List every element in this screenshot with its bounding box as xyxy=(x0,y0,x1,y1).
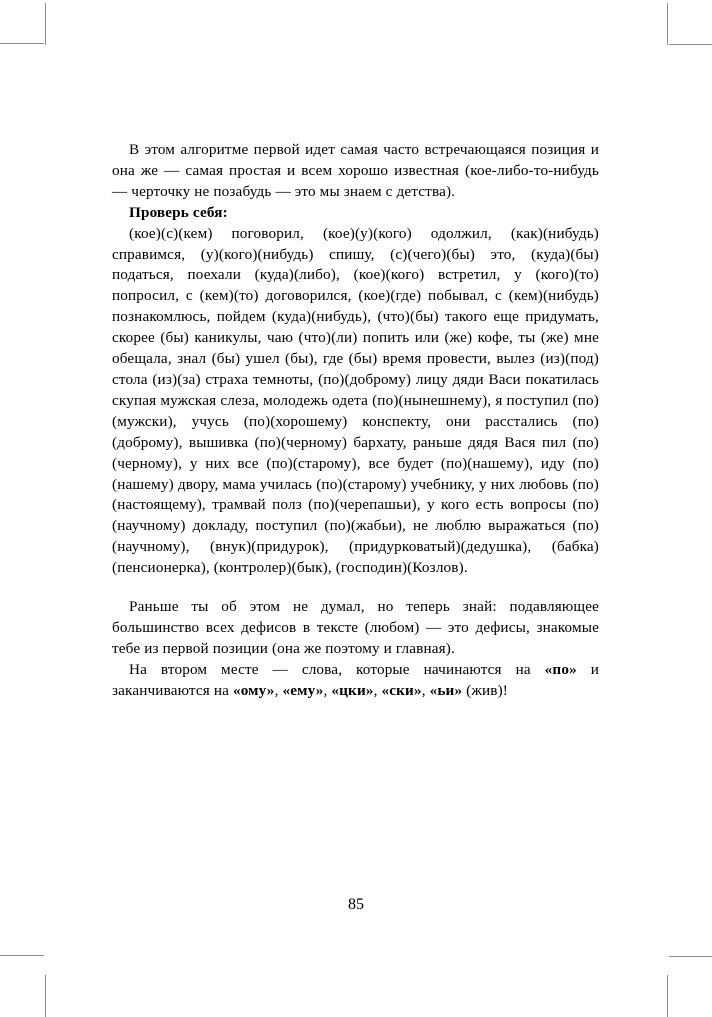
crop-mark-top-left-vertical xyxy=(45,3,46,45)
second-position-prefix: «по» xyxy=(544,660,577,678)
heading-check-yourself: Проверь себя: xyxy=(129,203,228,221)
second-position-tail: (жив)! xyxy=(462,681,509,699)
second-position-suffix: «ому» xyxy=(232,681,275,699)
second-position-suffix-list: «ому», «ему», «цки», «ски», «ьи» xyxy=(232,681,463,699)
paragraph-summary: Раньше ты об этом не думал, но теперь знай: подавляющее большинство всех дефисов в тексте (любом) — это дефисы, знакомые тебе из первой позиции (она же поэтому и главная). xyxy=(112,598,599,657)
crop-mark-bottom-right-horizontal xyxy=(669,956,712,957)
second-position-suffix: «ьи» xyxy=(429,681,463,699)
crop-mark-top-right-vertical xyxy=(667,3,668,45)
crop-mark-top-left-horizontal xyxy=(0,43,44,44)
paragraph-intro: В этом алгоритме первой идет самая часто встречающаяся позиция и она же — самая простая и всем хорошо известная (кое-либо-то-нибудь — черточку не позабудь — это мы знаем с детства). xyxy=(112,141,599,200)
crop-mark-bottom-left-horizontal xyxy=(0,955,44,956)
crop-mark-bottom-right-vertical xyxy=(667,975,668,1017)
paragraph-second-position xyxy=(112,660,599,702)
crop-mark-bottom-left-vertical xyxy=(45,975,46,1017)
second-position-suffix: «ему» xyxy=(282,681,324,699)
second-position-lead: На втором месте — слова, которые начинаются на xyxy=(129,660,545,678)
page-number: 85 xyxy=(348,896,364,913)
crop-mark-top-right-horizontal xyxy=(669,44,712,45)
second-position-suffix: «цки» xyxy=(331,681,374,699)
page-text-block xyxy=(112,140,599,702)
answers-list: (кое)(с)(кем) поговорил, (кое)(у)(кого) одолжил, (как)(нибудь) справимся, (у)(кого)(нибудь) спишу, (с)(чего)(бы) это, (куда)(бы) податься, поехали (куда)(либо), (кое)(кого) встретил, у (кого)(то) попросил, с (кем)(то) договорился, (кое)(где) побывал, с (кем)(нибудь) познакомлюсь, пойдем (куда)(нибудь), (что)(бы) такого еще придумать, скорее (бы) каникулы, чаю (что)(ли) попить или (же) кофе, ты (же) мне обещала, знал (бы) ушел (бы), где (бы) время провести, вылез (из)(под) стола (из)(за) страха темноты, (по)(доброму) лицу дяди Васи покатилась скупая мужская слеза, молодежь одета (по)(нынешнему), я поступил (по)(мужски), учусь (по)(хорошему) конспекту, они расстались (по)(доброму), вышивка (по)(черному) бархату, раньше дядя Вася пил (по)(черному), у них все (по)(старому), все будет (по)(нашему), иду (по)(нашему) двору, мама училась (по)(старому) учебнику, у них любовь (по)(настоящему), трамвай полз (по)(черепашьи), у кого есть вопросы (по)(научному) докладу, поступил (по)(жабьи), не люблю выражаться (по)(научному), (внук)(придурок), (придурковатый)(дедушка), (бабка)(пенсионерка), (контролер)(бык), (господин)(Козлов). xyxy=(112,224,599,577)
second-position-middle: и заканчиваются на xyxy=(112,660,599,699)
second-position-suffix: «ски» xyxy=(381,681,422,699)
